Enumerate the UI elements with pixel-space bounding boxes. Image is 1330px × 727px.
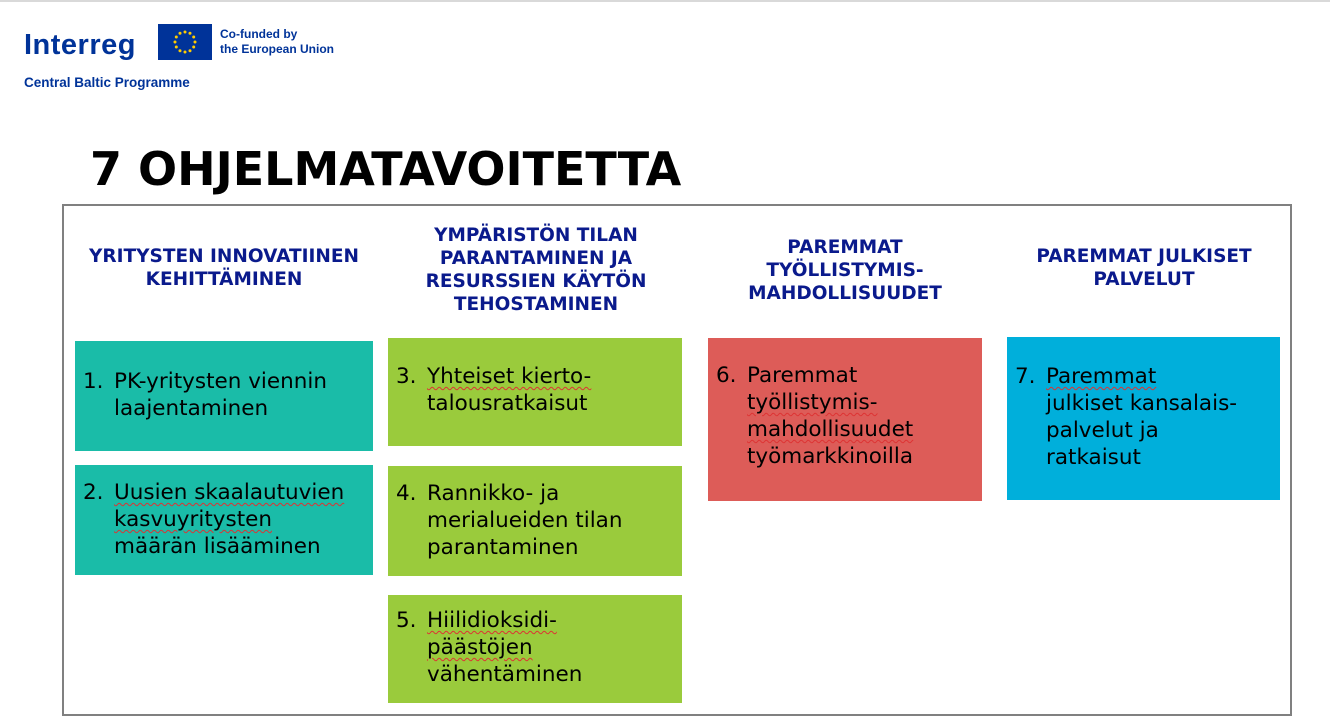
- column-heading-public-services: PAREMMAT JULKISET PALVELUT: [1036, 246, 1252, 290]
- top-divider: [0, 0, 1330, 2]
- goal-box-5: [388, 595, 682, 703]
- goal-text-line: julkiset kansalais-: [1046, 391, 1238, 416]
- goal-text-line: laajentaminen: [114, 396, 269, 421]
- goal-text-line: talousratkaisut: [427, 391, 588, 416]
- goal-text-line: Uusien skaalautuvien: [114, 480, 345, 505]
- goal-text-line: Rannikko- ja: [427, 481, 560, 506]
- slide-title: 7 OHJELMATAVOITETTA: [90, 142, 682, 196]
- programme-name: Central Baltic Programme: [24, 75, 190, 90]
- goal-number: 3.: [396, 364, 417, 389]
- goal-text-line: vähentäminen: [427, 662, 583, 687]
- goal-text-line: mahdollisuudet: [747, 417, 914, 442]
- goal-text-line: Paremmat: [747, 363, 858, 388]
- column-heading-environment: YMPÄRISTÖN TILAN PARANTAMINEN JA RESURSSIEN KÄYTÖN TEHOSTAMINEN: [425, 225, 647, 315]
- cofunded-line-1: Co-funded by: [220, 27, 298, 41]
- eu-flag-icon: [158, 24, 212, 60]
- goal-text-line: työmarkkinoilla: [747, 444, 914, 469]
- goal-text-line: Hiilidioksidi-: [427, 608, 557, 633]
- goal-number: 4.: [396, 481, 417, 506]
- goal-number: 1.: [83, 369, 104, 394]
- goal-box-2: [75, 465, 373, 575]
- goal-box-6: [708, 338, 982, 501]
- goal-text-line: Paremmat: [1046, 364, 1157, 389]
- cofunded-label: [220, 27, 334, 57]
- goal-text-line: työllistymis-: [747, 390, 878, 415]
- goal-text-line: ratkaisut: [1046, 445, 1141, 470]
- column-heading-employment: PAREMMAT TYÖLLISTYMIS- MAHDOLLISUUDET: [748, 237, 942, 304]
- goal-box-3: [388, 338, 682, 446]
- goal-number: 7.: [1015, 364, 1036, 389]
- goal-text-line: PK-yritysten viennin: [114, 369, 327, 394]
- column-heading-innovation: YRITYSTEN INNOVATIINEN KEHITTÄMINEN: [88, 246, 360, 290]
- goal-text-line: merialueiden tilan: [427, 508, 623, 533]
- goal-number: 2.: [83, 480, 104, 505]
- goal-text-line: parantaminen: [427, 535, 579, 560]
- goal-box-1: [75, 341, 373, 451]
- goal-box-7: [1007, 337, 1280, 500]
- goal-text-line: Yhteiset kierto-: [427, 364, 592, 389]
- goal-box-4: [388, 466, 682, 576]
- goal-text-line: määrän lisääminen: [114, 534, 321, 559]
- goal-number: 5.: [396, 608, 417, 633]
- goal-text-line: päästöjen: [427, 635, 533, 660]
- goal-text-line: kasvuyritysten: [114, 507, 272, 532]
- cofunded-line-2: the European Union: [220, 42, 334, 56]
- goal-number: 6.: [716, 363, 737, 388]
- interreg-logo: Interreg: [24, 29, 136, 61]
- goal-text-line: palvelut ja: [1046, 418, 1159, 443]
